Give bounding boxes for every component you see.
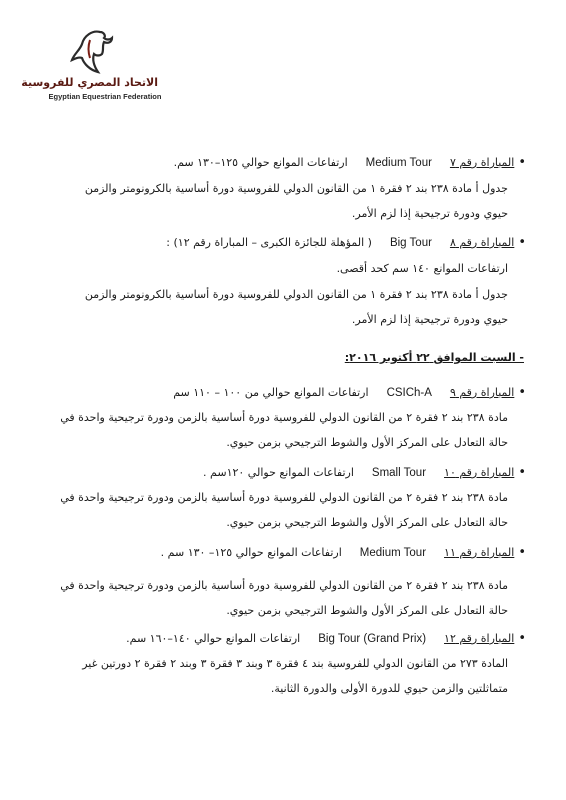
match-9-line-2: حالة التعادل على المركز الأول والشوط الترجيحي بزمن حيوي. [226, 436, 508, 449]
saturday-heading: - السبت الموافق ٢٢ أكتوبر ٢٠١٦: [344, 351, 524, 364]
org-name-en: Egyptian Equestrian Federation [48, 92, 162, 101]
match-10-line-1: مادة ٢٣٨ بند ٢ فقرة ٢ من القانون الدولي للفروسية دورة أساسية بالزمن ودورة ترجيحية واحدة في [60, 491, 508, 504]
bullet-icon: • [518, 465, 526, 480]
match-extra: ارتفاعات الموانع حوالي ١٢٥–١٣٠ سم. [173, 156, 348, 169]
tour-name: Medium Tour [365, 157, 432, 169]
bullet-icon: • [518, 545, 526, 560]
federation-logo [21, 28, 162, 108]
match-9-line-1: مادة ٢٣٨ بند ٢ فقرة ٢ من القانون الدولي للفروسية دورة أساسية بالزمن ودورة ترجيحية واحدة في [60, 411, 508, 424]
tour-name: Big Tour (Grand Prix) [318, 633, 427, 645]
bullet-icon: • [518, 155, 526, 170]
match-11-line-1: مادة ٢٣٨ بند ٢ فقرة ٢ من القانون الدولي للفروسية دورة أساسية بالزمن ودورة ترجيحية واحدة في [60, 579, 508, 592]
match-extra: ارتفاعات الموانع حوالي ١٤٠–١٦٠ سم. [126, 632, 301, 645]
match-extra: ( المؤهلة للجائزة الكبرى – المباراة رقم ١٢) : [166, 236, 372, 249]
match-7-line-2: حيوي ودورة ترجيحية إذا لزم الأمر. [351, 207, 508, 220]
match-8-heading [166, 236, 526, 250]
match-8-line-1: ارتفاعات الموانع ١٤٠ سم كحد أقصى. [336, 262, 508, 275]
match-title: المباراة رقم ٨ [449, 236, 515, 249]
match-extra: ارتفاعات الموانع حوالي من ١٠٠ – ١١٠ سم [173, 386, 369, 399]
match-12-line-1: المادة ٢٧٣ من القانون الدولي للفروسية بند ٤ فقرة ٣ وبند ٣ فقرة ٣ وبند ٢ فقرة ٢ دورتين غير [82, 657, 508, 670]
match-8-line-2: جدول أ مادة ٢٣٨ بند ٢ فقرة ١ من القانون الدولي للفروسية دورة أساسية بالكرونومتر والزمن [84, 288, 508, 301]
match-8-line-3: حيوي ودورة ترجيحية إذا لزم الأمر. [351, 313, 508, 326]
tour-name: Big Tour [389, 237, 432, 249]
match-title: المباراة رقم ١٢ [444, 632, 515, 645]
match-extra: ارتفاعات الموانع حوالي ١٢٥– ١٣٠ سم . [160, 546, 342, 559]
match-12-heading [126, 632, 526, 646]
horse-head-icon [70, 28, 114, 74]
match-10-line-2: حالة التعادل على المركز الأول والشوط الترجيحي بزمن حيوي. [226, 516, 508, 529]
org-name-ar: الاتحاد المصري للفروسية [21, 76, 158, 89]
tour-name: Medium Tour [359, 547, 427, 559]
match-11-line-2: حالة التعادل على المركز الأول والشوط الترجيحي بزمن حيوي. [226, 604, 508, 617]
match-11-heading [161, 546, 526, 560]
match-7-heading [174, 156, 526, 170]
match-12-line-2: متماثلتين والزمن حيوي للدورة الأولى والدورة الثانية. [270, 682, 508, 695]
match-7-line-1: جدول أ مادة ٢٣٨ بند ٢ فقرة ١ من القانون الدولي للفروسية دورة أساسية بالكرونومتر والزمن [84, 182, 508, 195]
match-title: المباراة رقم ١٠ [444, 466, 515, 479]
match-title: المباراة رقم ١١ [444, 546, 515, 559]
match-title: المباراة رقم ٩ [449, 386, 515, 399]
match-extra: ارتفاعات الموانع حوالي ١٢٠سم . [203, 466, 354, 479]
match-title: المباراة رقم ٧ [449, 156, 515, 169]
match-9-heading [173, 386, 526, 400]
match-10-heading [203, 466, 526, 480]
bullet-icon: • [518, 235, 526, 250]
tour-name: CSICh-A [386, 387, 432, 399]
bullet-icon: • [518, 631, 526, 646]
tour-name: Small Tour [371, 467, 427, 479]
bullet-icon: • [518, 385, 526, 400]
